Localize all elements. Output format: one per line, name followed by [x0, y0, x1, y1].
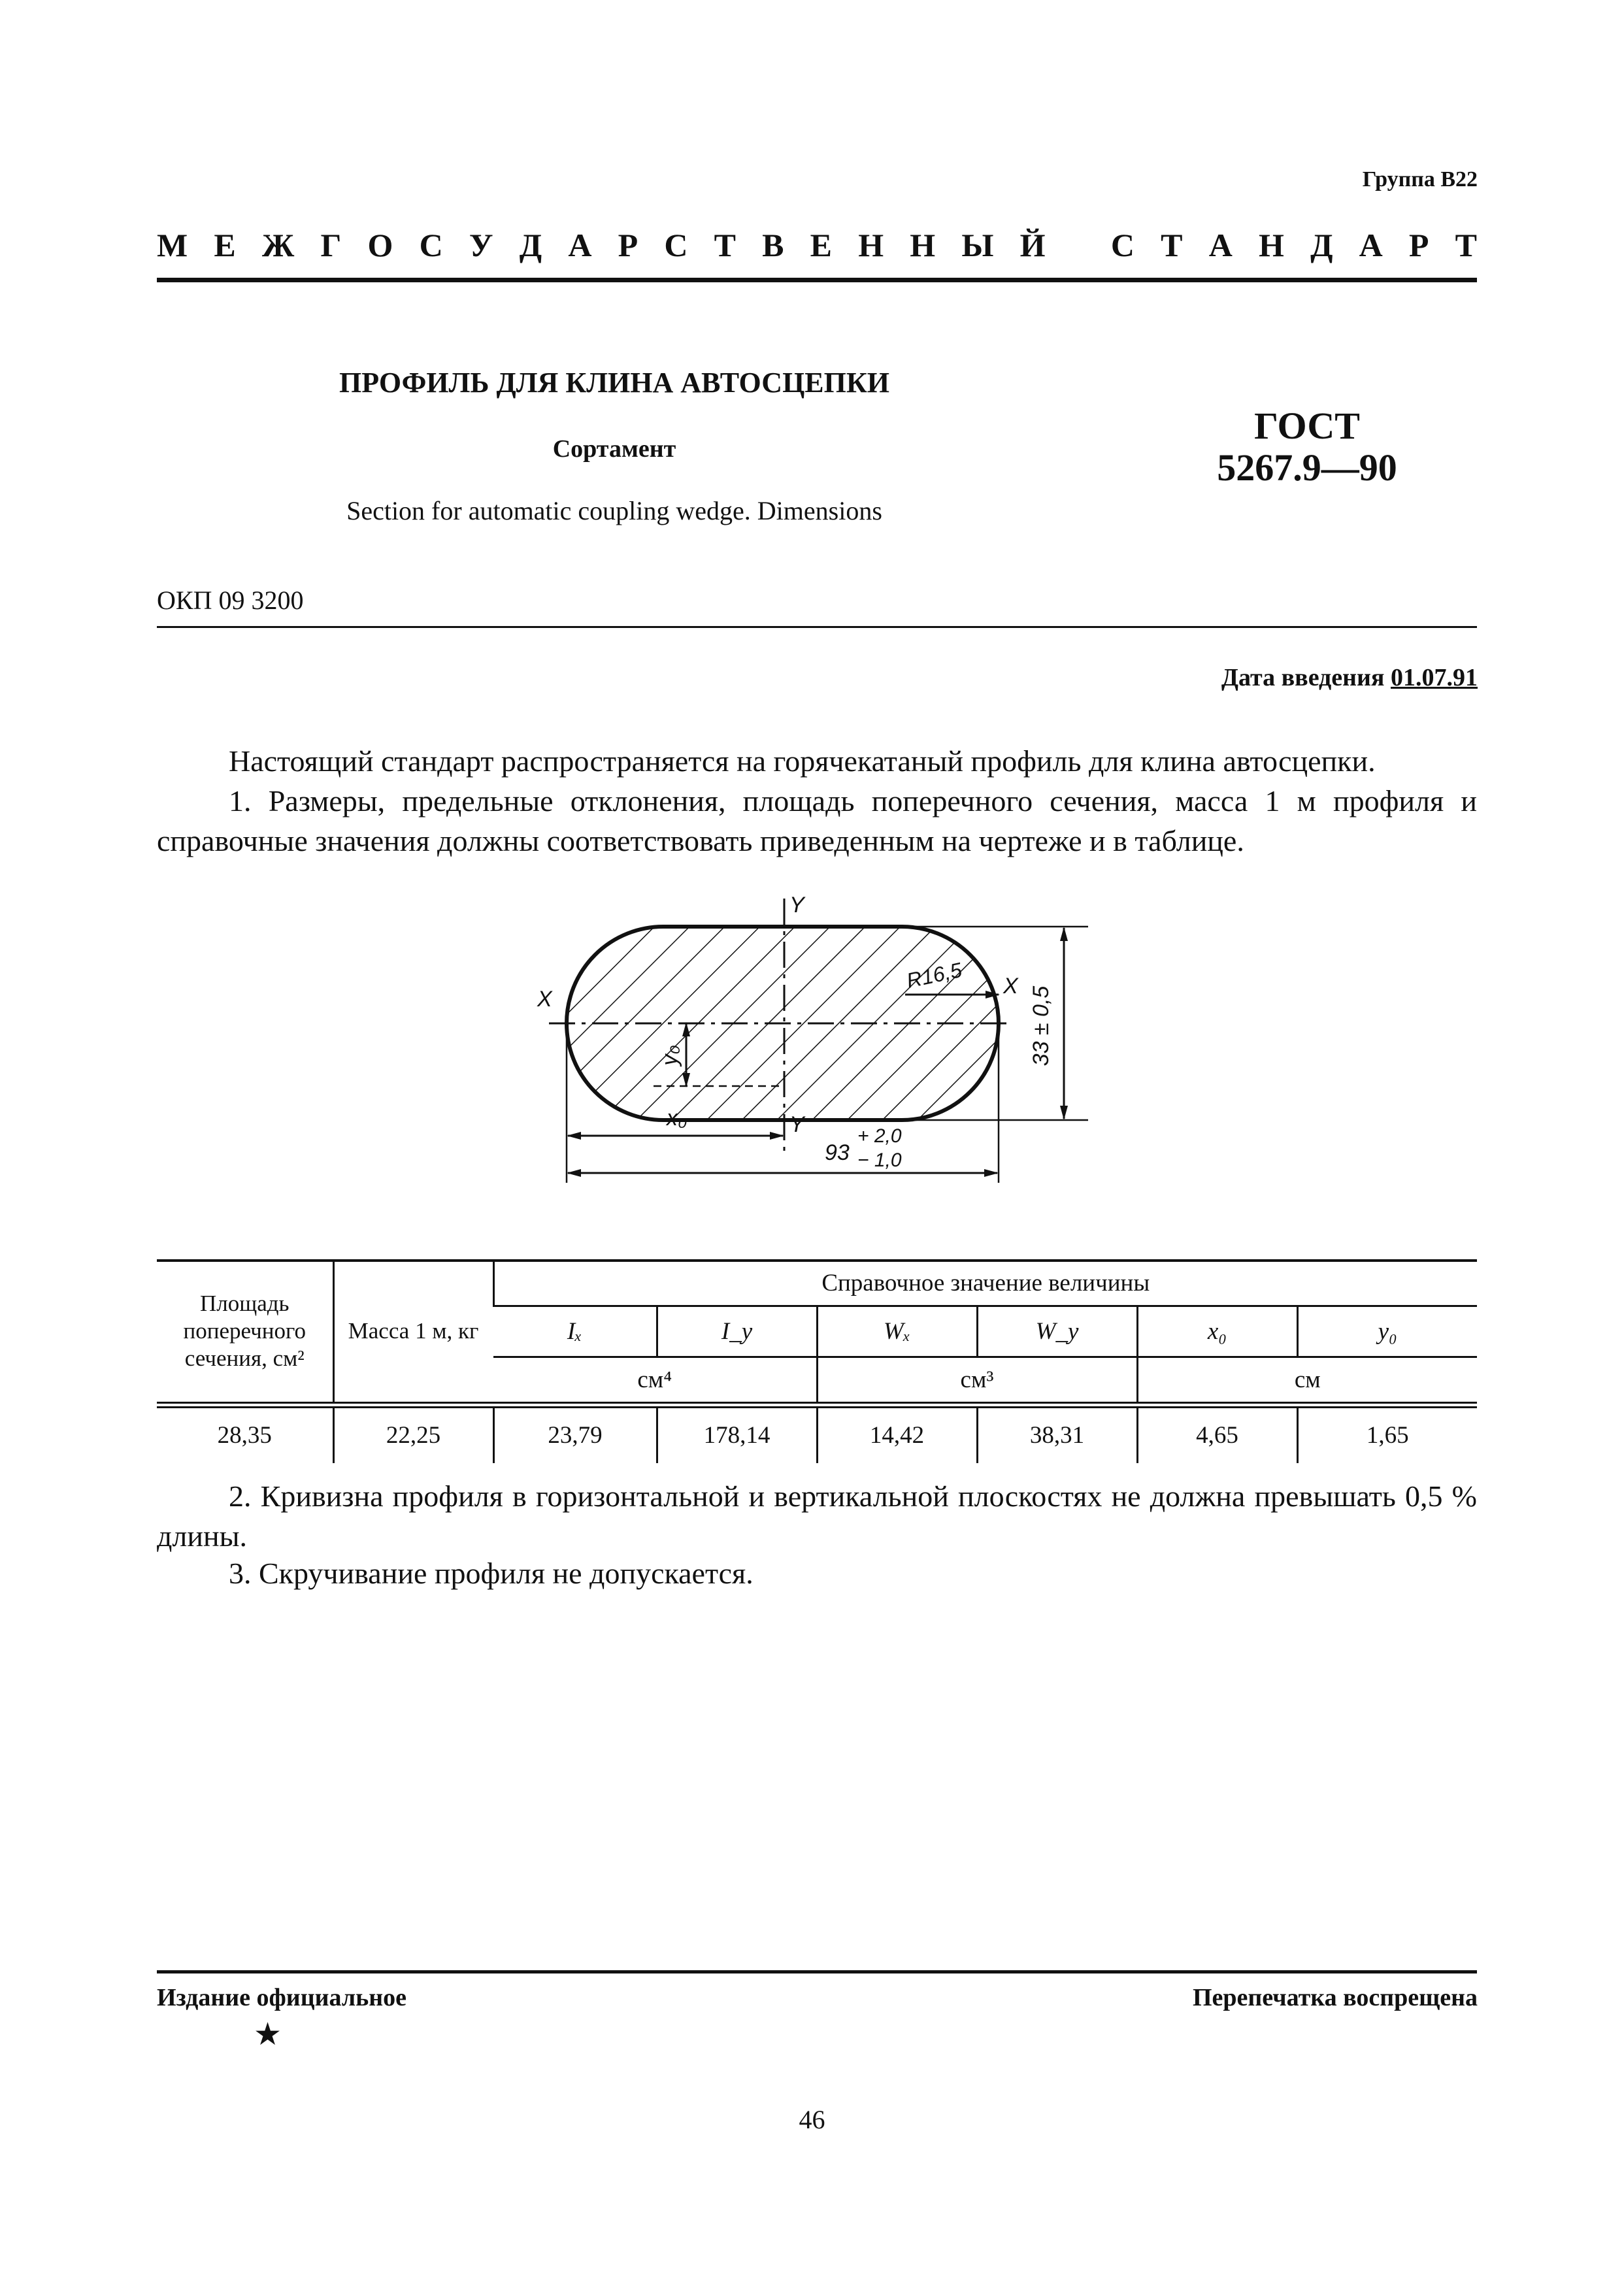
axis-y-bottom-label: Y	[789, 1112, 804, 1137]
axis-y-top-label: Y	[789, 893, 804, 917]
heading-letter: Т	[714, 227, 736, 263]
cell-x0: 4,65	[1137, 1407, 1297, 1463]
header-Ix: Iₓ	[493, 1306, 657, 1357]
cell-Ix: 23,79	[493, 1407, 657, 1463]
clause-1: 1. Размеры, предельные отклонения, площадь поперечного сечения, масса 1 м профиля и справочные значения должны соответствовать приведенным на чертеже и в таблице.	[157, 784, 1477, 857]
header-y0: y₀	[1297, 1306, 1477, 1357]
radius-label: R16,5	[904, 957, 964, 993]
heading-letter: М	[157, 227, 188, 263]
effective-date-label: Дата введения	[1221, 664, 1391, 691]
heading-letter: Г	[320, 227, 342, 263]
heading-letter: Д	[1310, 227, 1333, 263]
header-Iy: I_y	[657, 1306, 817, 1357]
reprint-prohibited-label: Перепечатка воспрещена	[1192, 1984, 1478, 2011]
cell-area: 28,35	[217, 1422, 272, 1449]
heading-letter: Н	[858, 227, 884, 263]
heading-letter: Й	[1019, 227, 1046, 263]
heading-letter: Е	[214, 227, 236, 263]
heading-letter: А	[1359, 227, 1383, 263]
header-mass: Масса 1 м, кг	[333, 1261, 493, 1402]
heading-letter: С	[419, 227, 443, 263]
heading-letter: А	[568, 227, 592, 263]
english-title: Section for automatic coupling wedge. Dimensions	[346, 496, 882, 525]
unit-cm3: см³	[817, 1357, 1137, 1402]
heading-letter: Р	[618, 227, 638, 263]
header-reference-values: Справочное значение величины	[493, 1261, 1477, 1306]
axis-x-left-label: X	[537, 987, 552, 1012]
official-edition-label: Издание официальное	[157, 1984, 407, 2011]
width-minus-label: − 1,0	[857, 1149, 902, 1171]
intro-paragraph: Настоящий стандарт распространяется на горячекатаный профиль для клина автосцепки.	[229, 744, 1376, 778]
header-area: Площадь поперечного сечения, см²	[183, 1291, 306, 1372]
width-nominal-label: 93	[825, 1140, 850, 1165]
heading-letter: Н	[1258, 227, 1284, 263]
clause-2: 2. Кривизна профиля в горизонтальной и вертикальной плоскостях не должна превышать 0,5 % длины.	[157, 1479, 1477, 1553]
width-plus-label: + 2,0	[857, 1125, 902, 1147]
gost-label: ГОСТ	[1254, 405, 1360, 447]
clause-3: 3. Скручивание профиля не допускается.	[229, 1557, 754, 1590]
cell-y0: 1,65	[1297, 1407, 1477, 1463]
header-x0: x₀	[1137, 1306, 1297, 1357]
cell-mass: 22,25	[333, 1407, 493, 1463]
heading-letter: Ж	[261, 227, 295, 263]
y0-label: y₀	[657, 1045, 682, 1066]
okp-code: ОКП 09 3200	[157, 586, 304, 615]
document-subtitle: Сортамент	[552, 435, 676, 463]
heading-letter: Р	[1408, 227, 1429, 263]
x0-label: x₀	[667, 1106, 688, 1131]
footer-rule	[157, 1970, 1477, 1973]
document-title: ПРОФИЛЬ ДЛЯ КЛИНА АВТОСЦЕПКИ	[339, 367, 889, 399]
heading-letter: Т	[1161, 227, 1183, 263]
unit-cm: см	[1137, 1357, 1477, 1402]
heading-letter: О	[367, 227, 393, 263]
heading-letter: С	[664, 227, 688, 263]
effective-date-value: 01.07.91	[1391, 664, 1478, 691]
axis-x-right-label: X	[1003, 974, 1018, 999]
cell-Wy: 38,31	[977, 1407, 1137, 1463]
page-number: 46	[799, 2105, 825, 2134]
gost-code: 5267.9—90	[1217, 446, 1397, 489]
heading-letter: В	[762, 227, 784, 263]
cell-Iy: 178,14	[657, 1407, 817, 1463]
heading-letter: Д	[519, 227, 542, 263]
unit-cm4: см⁴	[637, 1366, 672, 1393]
heading-letter: Ы	[961, 227, 994, 263]
header-Wy: W_y	[977, 1306, 1137, 1357]
heading-letter: С	[1110, 227, 1135, 263]
section-properties-table	[157, 1261, 1477, 1463]
table-row	[157, 1407, 1477, 1463]
heading-letter: А	[1208, 227, 1233, 263]
star-icon: ★	[254, 2017, 282, 2052]
heading-letter: У	[469, 227, 493, 263]
header-Wx: Wₓ	[817, 1306, 977, 1357]
height-label: 33 ± 0,5	[1029, 985, 1053, 1066]
heading-letter: Т	[1455, 227, 1477, 263]
cell-Wx: 14,42	[817, 1407, 977, 1463]
heading-letter: Н	[910, 227, 936, 263]
heading-letter: Е	[810, 227, 833, 263]
group-label: Группа В22	[1362, 167, 1478, 191]
